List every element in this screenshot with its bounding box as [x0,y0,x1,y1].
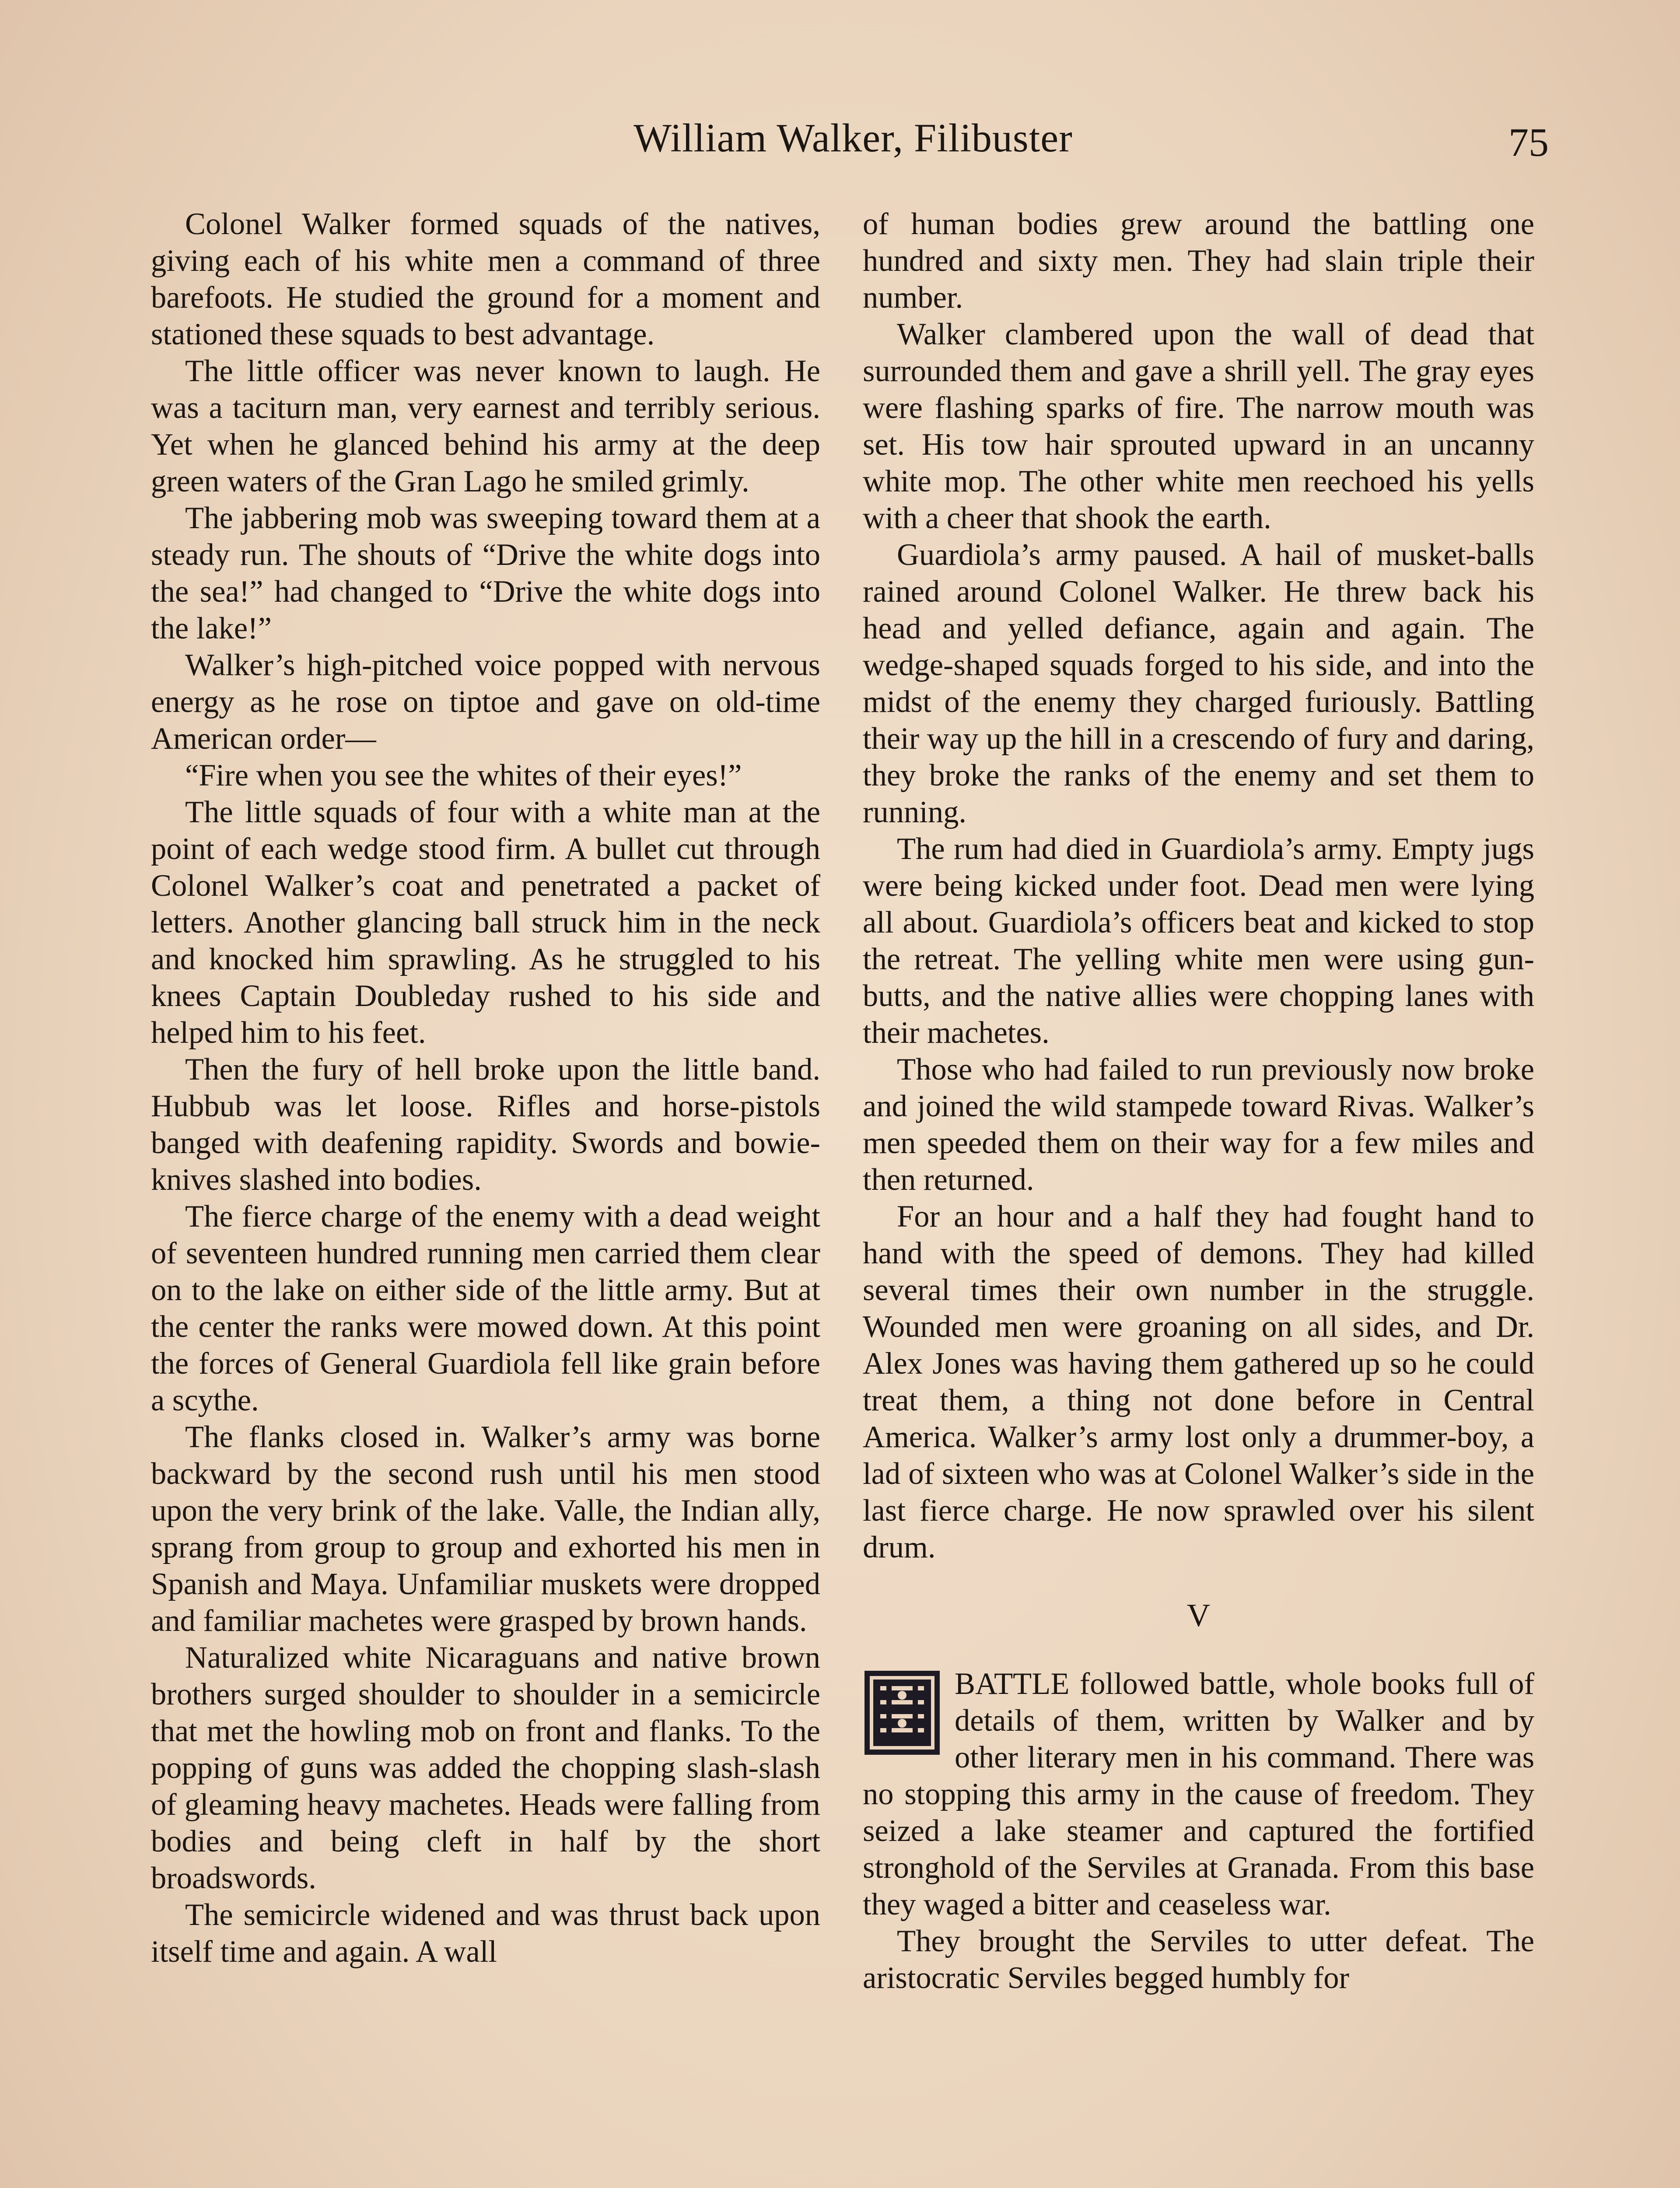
paragraph: The rum had died in Guardiola’s army. Empty jugs were being kicked under foot. Dead men were lying all about. Guardiola’s officers beat and kicked to stop the retreat. The yelling white men were using gun-butts, and the native allies were chopping lanes with their machetes. [863,832,1534,1050]
paragraph: Guardiola’s army paused. A hail of musket-balls rained around Colonel Walker. He threw back his head and yelled defiance, again and again. The wedge-shaped squads forged to his side, and into the midst of the enemy they charged furiously. Battling their way up the hill in a crescendo of fury and daring, they broke the ranks of the enemy and set them to running. [863,538,1534,829]
paragraph: Those who had failed to run previously now broke and joined the wild stampede toward Rivas. Walker’s men speeded them on their way for a few miles and then returned. [863,1052,1534,1197]
section-opening-text: BATTLE followed battle, whole books full of details of them, written by Walker and by other literary men in his command. There was no stopping this army in the cause of freedom. They seized a lake steamer and captured the fortified stronghold of the Serviles at Granada. From this base they waged a bitter and ceaseless war. [863,1667,1534,1922]
paragraph: The semicircle widened and was thrust back upon itself time and again. A wall [151,1898,820,1969]
paragraph: For an hour and a half they had fought hand to hand with the speed of demons. They had killed several times their own number in the struggle. Wounded men were groaning on all sides, and Dr. Alex Jones was having them gathered up so he could treat them, a thing not done before in Central America. Walker’s army lost only a drummer-boy, a lad of sixteen who was at Colonel Walker’s side in the last fierce charge. He now sprawled over his silent drum. [863,1199,1534,1564]
right-column [863,206,1534,1996]
continued-paragraph: of human bodies grew around the battling one hundred and sixty men. They had slain triple their number. [863,207,1534,315]
ornamental-initial-icon [863,1669,942,1757]
left-column [151,206,820,1970]
running-head [0,115,1680,172]
paragraph: Then the fury of hell broke upon the little band. Hubbub was let loose. Rifles and horse-pistols banged with deafening rapidity. Swords and bowie-knives slashed into bodies. [151,1052,820,1197]
page-number: 75 [1508,120,1549,165]
section-opening-paragraph [863,1666,1534,1923]
paragraph: Walker clambered upon the wall of dead that surrounded them and gave a shrill yell. The gray eyes were flashing sparks of fire. The narrow mouth was set. His tow hair sprouted upward in an uncanny white mop. The other white men reechoed his yells with a cheer that shook the earth. [863,317,1534,535]
running-title: William Walker, Filibuster [634,116,1073,160]
paragraph: Colonel Walker formed squads of the natives, giving each of his white men a command of three barefoots. He studied the ground for a moment and stationed these squads to best advantage. [151,207,820,351]
paragraph: They brought the Serviles to utter defeat. The aristocratic Serviles begged humbly for [863,1924,1534,1995]
paragraph: Walker’s high-pitched voice popped with nervous energy as he rose on tiptoe and gave on old-time American order— [151,648,820,756]
paragraph: “Fire when you see the whites of their eyes!” [185,758,742,792]
paragraph: The fierce charge of the enemy with a dead weight of seventeen hundred running men carried them clear on to the lake on either side of the little army. But at the center the ranks were mowed down. At this point the forces of General Guardiola fell like grain before a scythe. [151,1199,820,1417]
paragraph: The little officer was never known to laugh. He was a taciturn man, very earnest and terribly serious. Yet when he glanced behind his army at the deep green waters of the Gran Lago he smiled grimly. [151,354,820,498]
paragraph: Naturalized white Nicaraguans and native brown brothers surged shoulder to shoulder in a semicircle that met the howling mob on front and flanks. To the popping of guns was added the chopping slash-slash of gleaming heavy machetes. Heads were falling from bodies and being cleft in half by the short broadswords. [151,1641,820,1895]
paragraph: The little squads of four with a white man at the point of each wedge stood firm. A bullet cut through Colonel Walker’s coat and penetrated a packet of letters. Another glancing ball struck him in the neck and knocked him sprawling. As he struggled to his knees Captain Doubleday rushed to his side and helped him to his feet. [151,795,820,1050]
section-number: V [1186,1598,1211,1634]
paragraph: The jabbering mob was sweeping toward them at a steady run. The shouts of “Drive the white dogs into the sea!” had changed to “Drive the white dogs into the lake!” [151,501,820,645]
paragraph: The flanks closed in. Walker’s army was borne backward by the second rush until his men stood upon the very brink of the lake. Valle, the Indian ally, sprang from group to group and exhorted his men in Spanish and Maya. Unfamiliar muskets were dropped and familiar machetes were grasped by brown hands. [151,1420,820,1638]
